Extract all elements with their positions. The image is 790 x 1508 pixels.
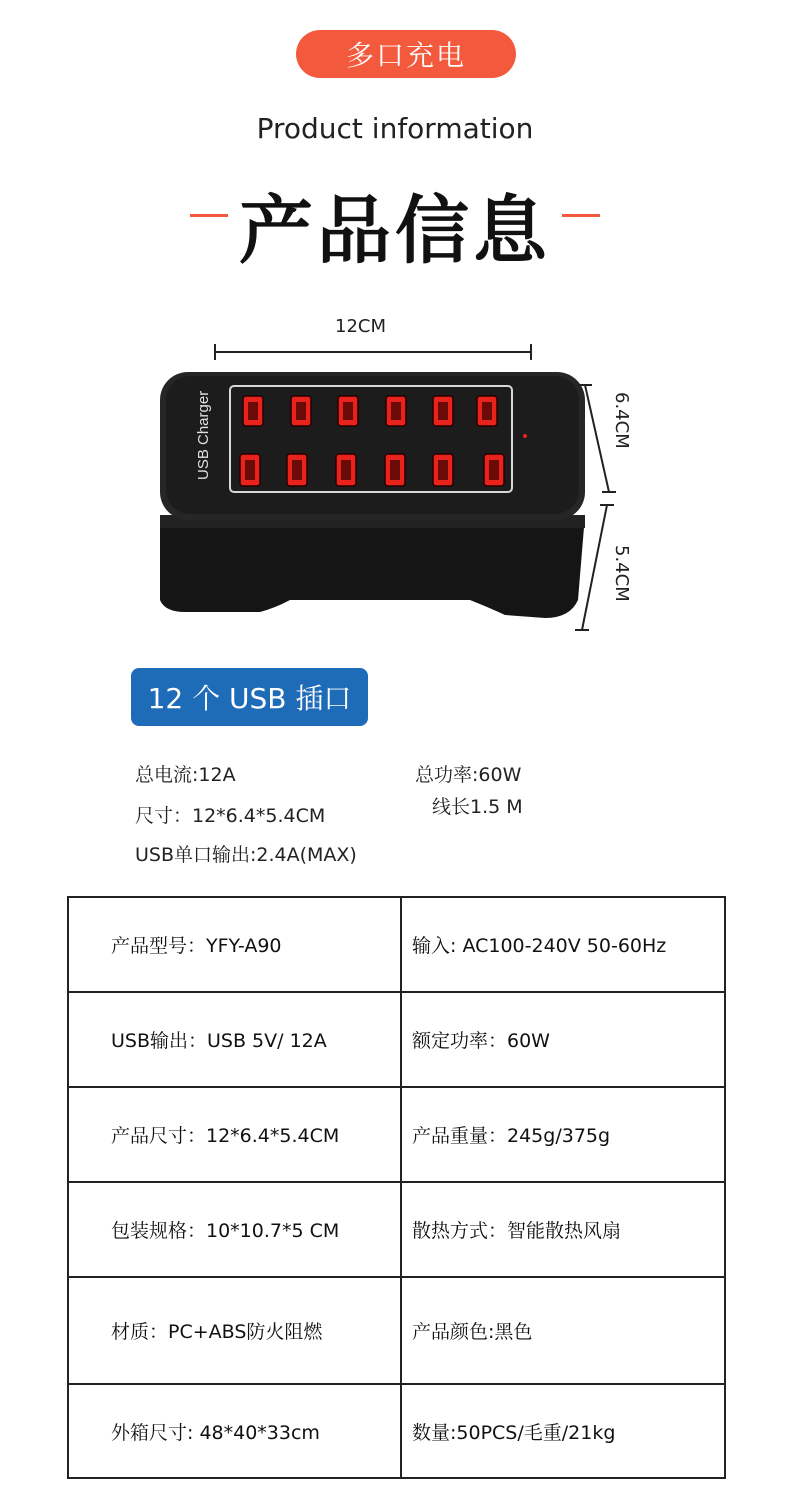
- table-cell: 产品尺寸：12*6.4*5.4CM: [68, 1087, 401, 1182]
- table-row: [68, 1087, 725, 1182]
- spec-size: 尺寸：12*6.4*5.4CM: [135, 805, 326, 827]
- table-cell: 数量:50PCS/毛重/21kg: [401, 1384, 725, 1478]
- section-subtitle: Product information: [256, 112, 534, 145]
- table-cell: 产品重量：245g/375g: [401, 1087, 725, 1182]
- usb-charger-image: [150, 340, 640, 640]
- table-cell: 产品颜色:黑色: [401, 1277, 725, 1384]
- table-cell: 输入: AC100-240V 50-60Hz: [401, 897, 725, 992]
- product-brand-text: USB Charger: [195, 390, 212, 480]
- table-row: [68, 1182, 725, 1277]
- spec-total-current: 总电流:12A: [135, 764, 236, 786]
- spec-cable-length: 线长1.5 M: [432, 796, 523, 818]
- table-row: [68, 1384, 725, 1478]
- height-dimension-label: 5.4CM: [611, 545, 632, 602]
- table-cell: 包装规格：10*10.7*5 CM: [68, 1182, 401, 1277]
- table-cell: 材质：PC+ABS防火阻燃: [68, 1277, 401, 1384]
- table-cell: 散热方式：智能散热风扇: [401, 1182, 725, 1277]
- width-dimension-label: 12CM: [335, 316, 387, 337]
- spec-total-power: 总功率:60W: [415, 764, 522, 786]
- table-cell: 额定功率：60W: [401, 992, 725, 1087]
- table-row: [68, 1277, 725, 1384]
- category-badge: 多口充电: [296, 30, 516, 78]
- table-cell: 产品型号：YFY-A90: [68, 897, 401, 992]
- feature-badge: 12 个 USB 插口: [131, 668, 368, 726]
- table-cell: USB输出：USB 5V/ 12A: [68, 992, 401, 1087]
- table-row: [68, 992, 725, 1087]
- spec-usb-output: USB单口输出:2.4A(MAX): [135, 844, 357, 866]
- table-row: [68, 897, 725, 992]
- table-cell: 外箱尺寸: 48*40*33cm: [68, 1384, 401, 1478]
- depth-dimension-label: 6.4CM: [611, 392, 632, 449]
- title-right-dash: [562, 214, 600, 217]
- section-title: 产品信息: [239, 188, 551, 274]
- product-info-table: [67, 896, 726, 1479]
